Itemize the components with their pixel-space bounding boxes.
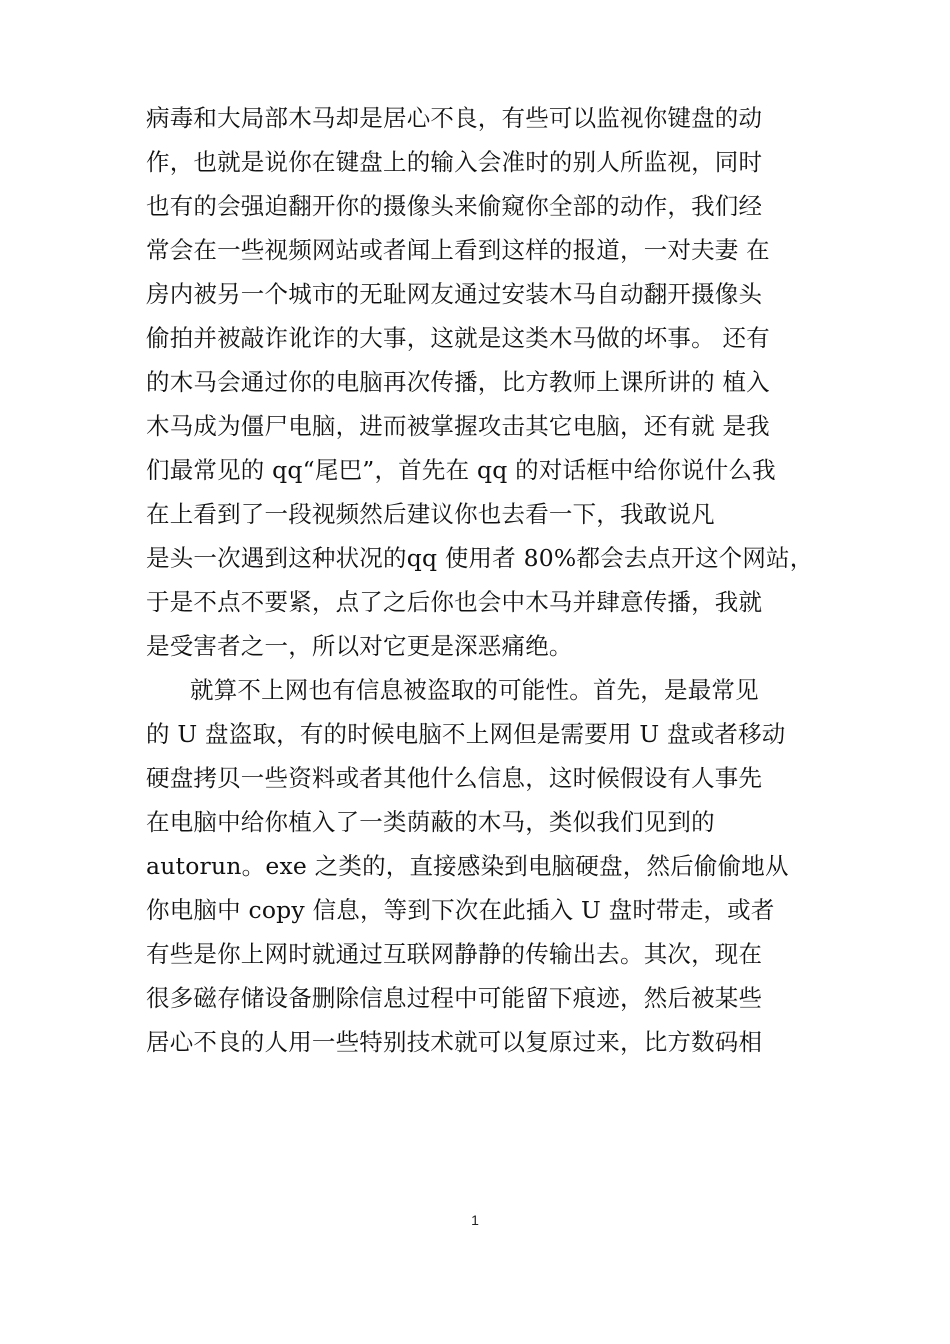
- text-line: 病毒和大局部木马却是居心不良，有些可以监视你键盘的动: [146, 104, 763, 132]
- text-line: 硬盘拷贝一些资料或者其他什么信息，这时候假设有人事先: [146, 764, 763, 792]
- body-text: [146, 96, 826, 1064]
- text-line: 的木马会通过你的电脑再次传播，比方教师上课所讲的 植入: [146, 368, 770, 396]
- paragraph-first-line: 就算不上网也有信息被盗取的可能性。首先，是最常见: [190, 676, 759, 704]
- text-line: 的 U 盘盗取，有的时候电脑不上网但是需要用 U 盘或者移动: [146, 720, 786, 748]
- text-line: 居心不良的人用一些特别技术就可以复原过来，比方数码相: [146, 1028, 763, 1056]
- text-line: 木马成为僵尸电脑，进而被掌握攻击其它电脑，还有就 是我: [146, 412, 770, 440]
- text-line: 很多磁存储设备删除信息过程中可能留下痕迹，然后被某些: [146, 984, 763, 1012]
- text-line: 有些是你上网时就通过互联网静静的传输出去。其次，现在: [146, 940, 763, 968]
- page-number: 1: [471, 1212, 479, 1228]
- text-line: 偷拍并被敲诈讹诈的大事，这就是这类木马做的坏事。 还有: [146, 324, 770, 352]
- text-line: 在电脑中给你植入了一类荫蔽的木马，类似我们见到的: [146, 808, 715, 836]
- text-line: 在上看到了一段视频然后建议你也去看一下，我敢说凡: [146, 500, 715, 528]
- text-line: 作，也就是说你在键盘上的输入会准时的别人所监视，同时: [146, 148, 763, 176]
- text-line: 于是不点不要紧，点了之后你也会中木马并肆意传播，我就: [146, 588, 763, 616]
- text-line: autorun。exe 之类的，直接感染到电脑硬盘，然后偷偷地从: [146, 852, 789, 880]
- text-line: 你电脑中 copy 信息，等到下次在此插入 U 盘时带走，或者: [146, 896, 775, 924]
- text-line: 也有的会强迫翻开你的摄像头来偷窥你全部的动作，我们经: [146, 192, 763, 220]
- text-line: 们最常见的 qq“尾巴”，首先在 qq 的对话框中给你说什么我: [146, 456, 776, 484]
- text-line: 房内被另一个城市的无耻网友通过安装木马自动翻开摄像头: [146, 280, 763, 308]
- text-line: 是受害者之一，所以对它更是深恶痛绝。: [146, 632, 573, 660]
- text-line: 是头一次遇到这种状况的qq 使用者 80%都会去点开这个网站，: [146, 544, 814, 572]
- text-line: 常会在一些视频网站或者闻上看到这样的报道，一对夫妻 在: [146, 236, 770, 264]
